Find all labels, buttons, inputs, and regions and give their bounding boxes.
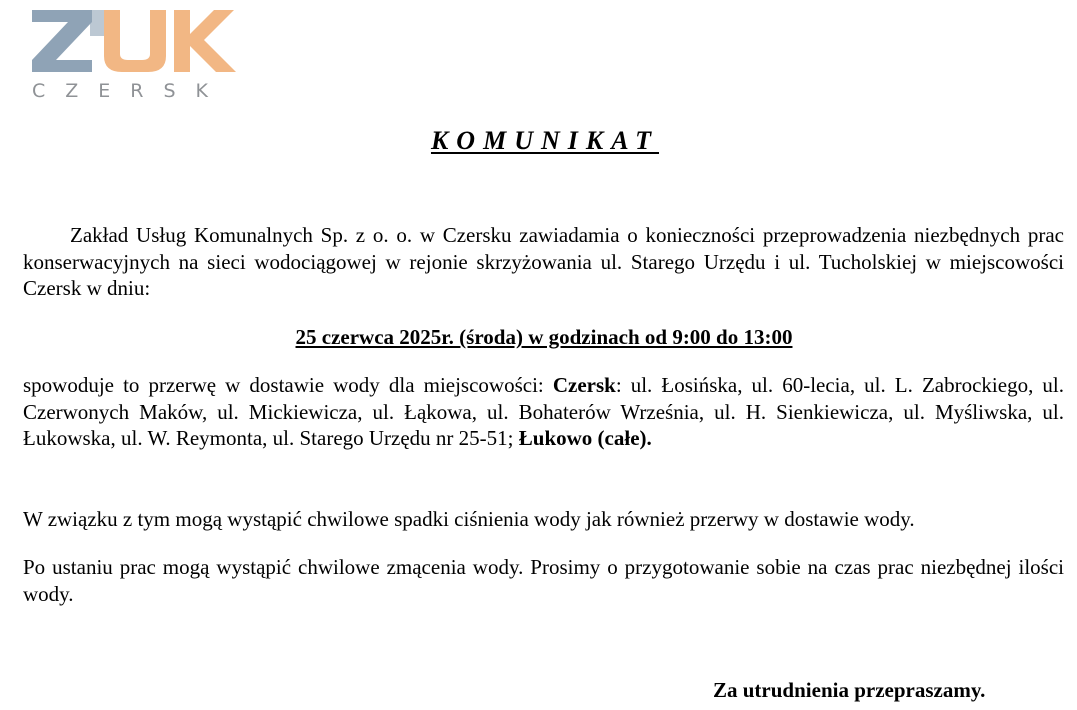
logo-letter-k: [174, 10, 236, 72]
logo-city-text: CZERSK: [32, 80, 229, 102]
after-works-paragraph: Po ustaniu prac mogą wystąpić chwilowe zmącenia wody. Prosimy o przygotowanie sobie na czas prac niezbędnej ilości wody.: [23, 555, 1064, 606]
page-title: KOMUNIKAT: [430, 126, 660, 155]
outage-paragraph: [23, 372, 1064, 452]
logo-accent: [90, 10, 104, 36]
intro-paragraph: Zakład Usług Komunalnych Sp. z o. o. w Czersku zawiadamia o konieczności przeprowadzenia niezbędnych prac konserwacyjnych na sieci wodociągowej w rejonie skrzyżowania ul. Starego Urzędu i ul. Tucholskiej w miejscowości Czersk w dniu:: [23, 223, 1064, 300]
outage-lead: spowoduje to przerwę w dostawie wody dla miejscowości:: [23, 373, 553, 397]
town-czersk: Czersk: [552, 373, 616, 397]
street-list: : ul. Łosińska, ul. 60-lecia, ul. L. Zabrockiego, ul. Czerwonych Maków, ul. Mickiewicza, ul. Łąkowa, ul. Bohaterów Września, ul. H. Sienkiewicza, ul. Myśliwska, ul. Łukowska, ul. W. Reymonta, ul. Starego Urzędu nr 25-51;: [23, 373, 1064, 450]
closing-apology: Za utrudnienia przepraszamy.: [713, 678, 986, 702]
zuk-logo-mark: [30, 6, 240, 81]
town-lukowo: Łukowo (całe).: [518, 426, 652, 450]
pressure-paragraph: W związku z tym mogą wystąpić chwilowe spadki ciśnienia wody jak również przerwy w dostawie wody.: [23, 507, 915, 531]
logo-letter-u: [104, 10, 166, 72]
outage-date: 25 czerwca 2025r. (środa) w godzinach od 9:00 do 13:00: [295, 325, 793, 349]
logo-letter-z: [32, 10, 92, 72]
